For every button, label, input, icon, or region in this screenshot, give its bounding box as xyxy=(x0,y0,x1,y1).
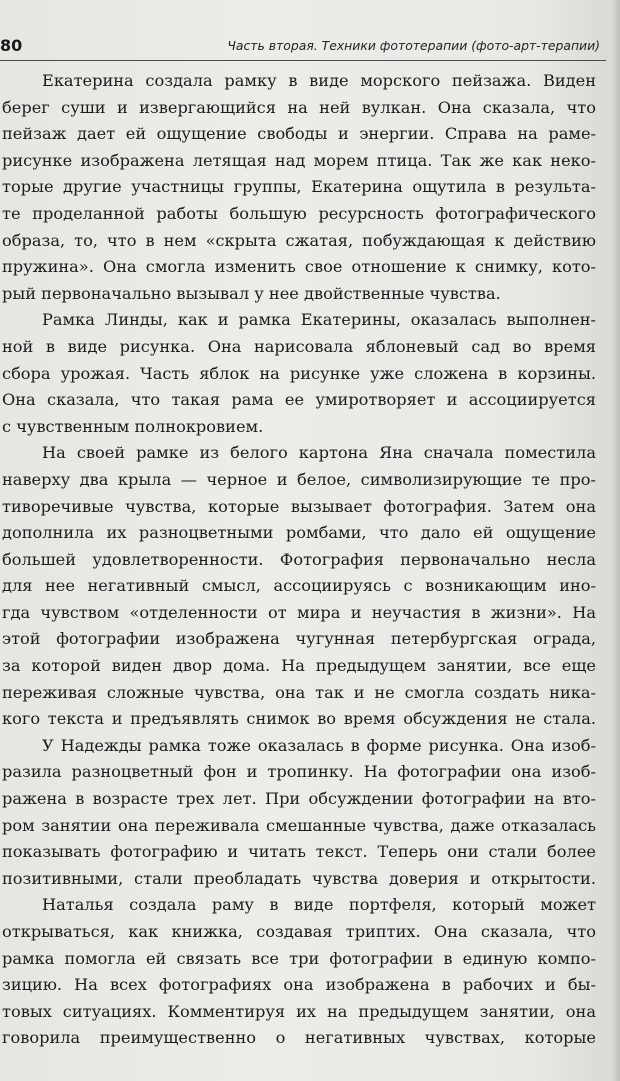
text-line: На своей рамке из белого картона Яна сначала поместила xyxy=(42,443,596,463)
header-rule xyxy=(0,60,606,61)
body-text xyxy=(2,68,596,1052)
text-line: образа, то, что в нем «скрыта сжатая, побуждающая к действию xyxy=(2,230,596,250)
text-line: пейзаж дает ей ощущение свободы и энергии. Справа на раме- xyxy=(2,124,596,144)
text-line: гда чувством «отделенности от мира и неучастия в жизни». На xyxy=(2,602,596,622)
text-line: пружина». Она смогла изменить свое отношение к снимку, кото- xyxy=(2,257,596,277)
text-line: рисунке изображена летящая над морем птица. Так же как неко- xyxy=(2,150,596,170)
text-line: Наталья создала раму в виде портфеля, который может xyxy=(42,895,596,915)
text-line: говорила преимущественно о негативных чувствах, которые xyxy=(2,1028,596,1048)
page-edge-shadow xyxy=(612,0,620,1081)
running-title: Часть вторая. Техники фототерапии (фото-арт-терапии) xyxy=(227,38,600,53)
text-line: за которой виден двор дома. На предыдущем занятии, все еще xyxy=(2,656,596,676)
text-line: товых ситуациях. Комментируя их на предыдущем занятии, она xyxy=(2,1001,596,1021)
text-line: кого текста и предъявлять снимок во время обсуждения не стала. xyxy=(2,709,596,729)
text-line: ражена в возрасте трех лет. При обсуждении фотографии на вто- xyxy=(2,789,596,809)
text-line: рый первоначально вызывал у нее двойственные чувства. xyxy=(2,283,501,303)
text-line: У Надежды рамка тоже оказалась в форме рисунка. Она изоб- xyxy=(42,735,596,755)
text-line: с чувственным полнокровием. xyxy=(2,416,264,436)
text-line: переживая сложные чувства, она так и не смогла создать ника- xyxy=(2,682,596,702)
text-line: Рамка Линды, как и рамка Екатерины, оказалась выполнен- xyxy=(42,310,596,330)
text-line: те проделанной работы большую ресурсность фотографического xyxy=(2,203,596,223)
text-line: рамка помогла ей связать все три фотографии в единую компо- xyxy=(2,948,596,968)
text-line: ром занятии она переживала смешанные чувства, даже отказалась xyxy=(2,815,596,835)
page-header xyxy=(0,36,606,60)
text-line: Екатерина создала рамку в виде морского пейзажа. Виден xyxy=(42,71,596,90)
text-line: Она сказала, что такая рама ее умиротворяет и ассоциируется xyxy=(2,390,596,410)
text-line: берег суши и извергающийся на ней вулкан. Она сказала, что xyxy=(2,97,596,117)
text-line: большей удовлетворенности. Фотография первоначально несла xyxy=(2,549,596,569)
text-line: этой фотографии изображена чугунная петербургская ограда, xyxy=(2,629,596,649)
text-line: тиворечивые чувства, которые вызывает фотография. Затем она xyxy=(2,496,596,516)
text-line: ной в виде рисунка. Она нарисовала яблоневый сад во время xyxy=(2,336,596,356)
text-line: позитивными, стали преобладать чувства доверия и открытости. xyxy=(2,868,596,888)
text-line: открываться, как книжка, создавая триптих. Она сказала, что xyxy=(2,922,596,941)
text-line: показывать фотографию и читать текст. Теперь они стали более xyxy=(2,842,596,862)
text-line: дополнила их разноцветными ромбами, что дало ей ощущение xyxy=(2,523,596,543)
text-line: наверху два крыла — черное и белое, символизирующие те про- xyxy=(2,469,596,489)
text-line: торые другие участницы группы, Екатерина ощутила в результа- xyxy=(2,177,596,197)
text-line: зицию. На всех фотографиях она изображена в рабочих и бы- xyxy=(2,975,596,995)
text-line: сбора урожая. Часть яблок на рисунке уже сложена в корзины. xyxy=(2,363,596,383)
page-number: 80 xyxy=(0,36,23,55)
text-line: разила разноцветный фон и тропинку. На фотографии она изоб- xyxy=(2,762,596,782)
text-line: для нее негативный смысл, ассоциируясь с возникающим ино- xyxy=(2,576,596,596)
